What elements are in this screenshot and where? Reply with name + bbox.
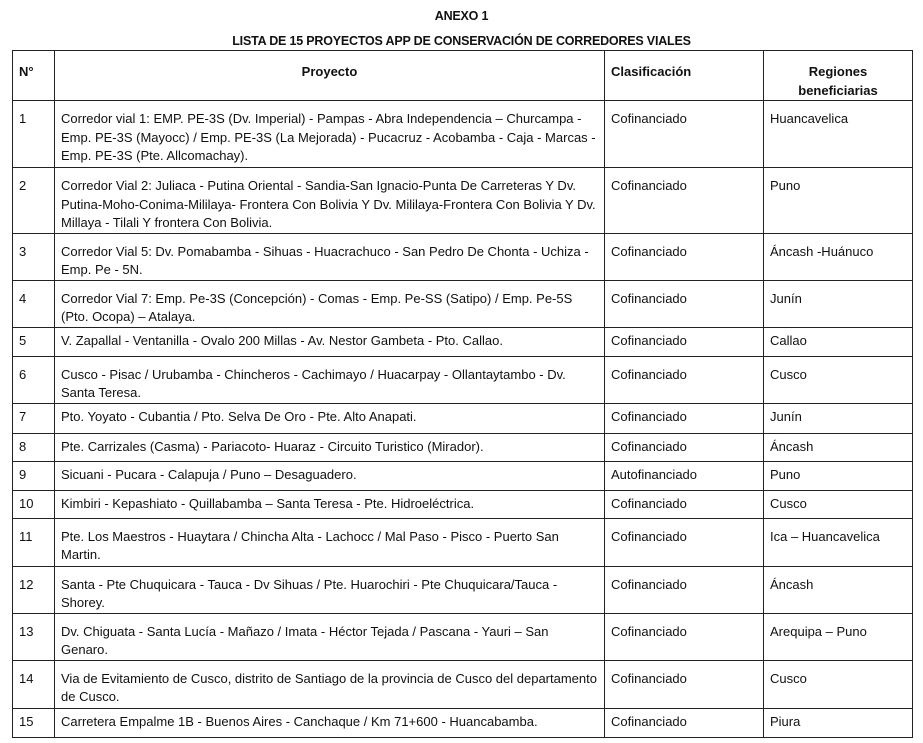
- project-cell: Corredor vial 1: EMP. PE-3S (Dv. Imperial) - Pampas - Abra Independencia – Churcampa - Emp. PE-3S (Mayocc) / Emp. PE-3S (La Mejorada) - Pucacruz - Acobamba - Caja - Marcas - Emp. PE-3S (Pte. Allcomachay).: [55, 101, 605, 168]
- row-number: 4: [13, 280, 55, 327]
- table-row: [13, 280, 913, 327]
- row-number: 9: [13, 461, 55, 490]
- classification-cell: Cofinanciado: [605, 708, 764, 737]
- project-cell: Sicuani - Pucara - Calapuja / Puno – Desaguadero.: [55, 461, 605, 490]
- project-cell: Corredor Vial 7: Emp. Pe-3S (Concepción) - Comas - Emp. Pe-SS (Satipo) / Emp. Pe-5S (Pto. Ocopa) – Atalaya.: [55, 280, 605, 327]
- header-classification: Clasificación: [605, 51, 764, 101]
- regions-cell: Puno: [764, 168, 913, 234]
- classification-cell: Cofinanciado: [605, 403, 764, 433]
- regions-cell: Ica – Huancavelica: [764, 518, 913, 566]
- regions-cell: Áncash: [764, 566, 913, 613]
- table-row: [13, 490, 913, 518]
- regions-cell: Áncash -Huánuco: [764, 233, 913, 280]
- project-cell: Cusco - Pisac / Urubamba - Chincheros - Cachimayo / Huacarpay - Ollantaytambo - Dv. Santa Teresa.: [55, 356, 605, 403]
- table-row: [13, 461, 913, 490]
- table-row: [13, 101, 913, 168]
- project-cell: Dv. Chiguata - Santa Lucía - Mañazo / Imata - Héctor Tejada / Pascana - Yauri – San Genaro.: [55, 613, 605, 660]
- classification-cell: Cofinanciado: [605, 356, 764, 403]
- table-row: [13, 403, 913, 433]
- project-cell: Via de Evitamiento de Cusco, distrito de Santiago de la provincia de Cusco del departamento de Cusco.: [55, 660, 605, 708]
- row-number: 3: [13, 233, 55, 280]
- classification-cell: Cofinanciado: [605, 101, 764, 168]
- classification-cell: Autofinanciado: [605, 461, 764, 490]
- table-row: [13, 433, 913, 461]
- classification-cell: Cofinanciado: [605, 566, 764, 613]
- row-number: 14: [13, 660, 55, 708]
- row-number: 8: [13, 433, 55, 461]
- table-row: [13, 660, 913, 708]
- project-cell: Corredor Vial 2: Juliaca - Putina Oriental - Sandia-San Ignacio-Punta De Carreteras Y Dv. Putina-Moho-Conima-Mililaya- Frontera Con Bolivia Y Dv. Mililaya-Frontera Con Bolivia Y Dv. Millaya - Tilali Y frontera Con Bolivia.: [55, 168, 605, 234]
- project-cell: Pte. Carrizales (Casma) - Pariacoto- Huaraz - Circuito Turistico (Mirador).: [55, 433, 605, 461]
- regions-cell: Junín: [764, 403, 913, 433]
- regions-cell: Áncash: [764, 433, 913, 461]
- regions-cell: Arequipa – Puno: [764, 613, 913, 660]
- row-number: 7: [13, 403, 55, 433]
- project-cell: V. Zapallal - Ventanilla - Ovalo 200 Millas - Av. Nestor Gambeta - Pto. Callao.: [55, 327, 605, 356]
- row-number: 5: [13, 327, 55, 356]
- table-row: [13, 356, 913, 403]
- table-row: [13, 708, 913, 737]
- row-number: 12: [13, 566, 55, 613]
- regions-cell: Huancavelica: [764, 101, 913, 168]
- project-cell: Pte. Los Maestros - Huaytara / Chincha Alta - Lachocc / Mal Paso - Pisco - Puerto San Martin.: [55, 518, 605, 566]
- table-header-row: [13, 51, 913, 101]
- table-row: [13, 518, 913, 566]
- row-number: 10: [13, 490, 55, 518]
- classification-cell: Cofinanciado: [605, 327, 764, 356]
- regions-cell: Callao: [764, 327, 913, 356]
- row-number: 11: [13, 518, 55, 566]
- regions-cell: Piura: [764, 708, 913, 737]
- row-number: 2: [13, 168, 55, 234]
- table-row: [13, 233, 913, 280]
- header-number: N°: [13, 51, 55, 101]
- regions-cell: Puno: [764, 461, 913, 490]
- project-cell: Santa - Pte Chuquicara - Tauca - Dv Sihuas / Pte. Huarochiri - Pte Chuquicara/Tauca - Shorey.: [55, 566, 605, 613]
- row-number: 15: [13, 708, 55, 737]
- row-number: 13: [13, 613, 55, 660]
- project-cell: Corredor Vial 5: Dv. Pomabamba - Sihuas - Huacrachuco - San Pedro De Chonta - Uchiza - Emp. Pe - 5N.: [55, 233, 605, 280]
- classification-cell: Cofinanciado: [605, 233, 764, 280]
- project-cell: Kimbiri - Kepashiato - Quillabamba – Santa Teresa - Pte. Hidroeléctrica.: [55, 490, 605, 518]
- classification-cell: Cofinanciado: [605, 518, 764, 566]
- table-row: [13, 613, 913, 660]
- header-regions: Regiones beneficiarias: [764, 51, 913, 101]
- table-row: [13, 327, 913, 356]
- classification-cell: Cofinanciado: [605, 613, 764, 660]
- regions-cell: Junín: [764, 280, 913, 327]
- header-project: Proyecto: [55, 51, 605, 101]
- document-subtitle: LISTA DE 15 PROYECTOS APP DE CONSERVACIÓN DE CORREDORES VIALES: [232, 34, 691, 48]
- table-row: [13, 566, 913, 613]
- row-number: 1: [13, 101, 55, 168]
- regions-cell: Cusco: [764, 490, 913, 518]
- classification-cell: Cofinanciado: [605, 168, 764, 234]
- classification-cell: Cofinanciado: [605, 490, 764, 518]
- regions-cell: Cusco: [764, 356, 913, 403]
- project-cell: Carretera Empalme 1B - Buenos Aires - Canchaque / Km 71+600 - Huancabamba.: [55, 708, 605, 737]
- classification-cell: Cofinanciado: [605, 280, 764, 327]
- document-title: ANEXO 1: [434, 9, 489, 23]
- project-cell: Pto. Yoyato - Cubantia / Pto. Selva De Oro - Pte. Alto Anapati.: [55, 403, 605, 433]
- classification-cell: Cofinanciado: [605, 660, 764, 708]
- projects-table: [12, 50, 913, 738]
- regions-cell: Cusco: [764, 660, 913, 708]
- table-row: [13, 168, 913, 234]
- row-number: 6: [13, 356, 55, 403]
- classification-cell: Cofinanciado: [605, 433, 764, 461]
